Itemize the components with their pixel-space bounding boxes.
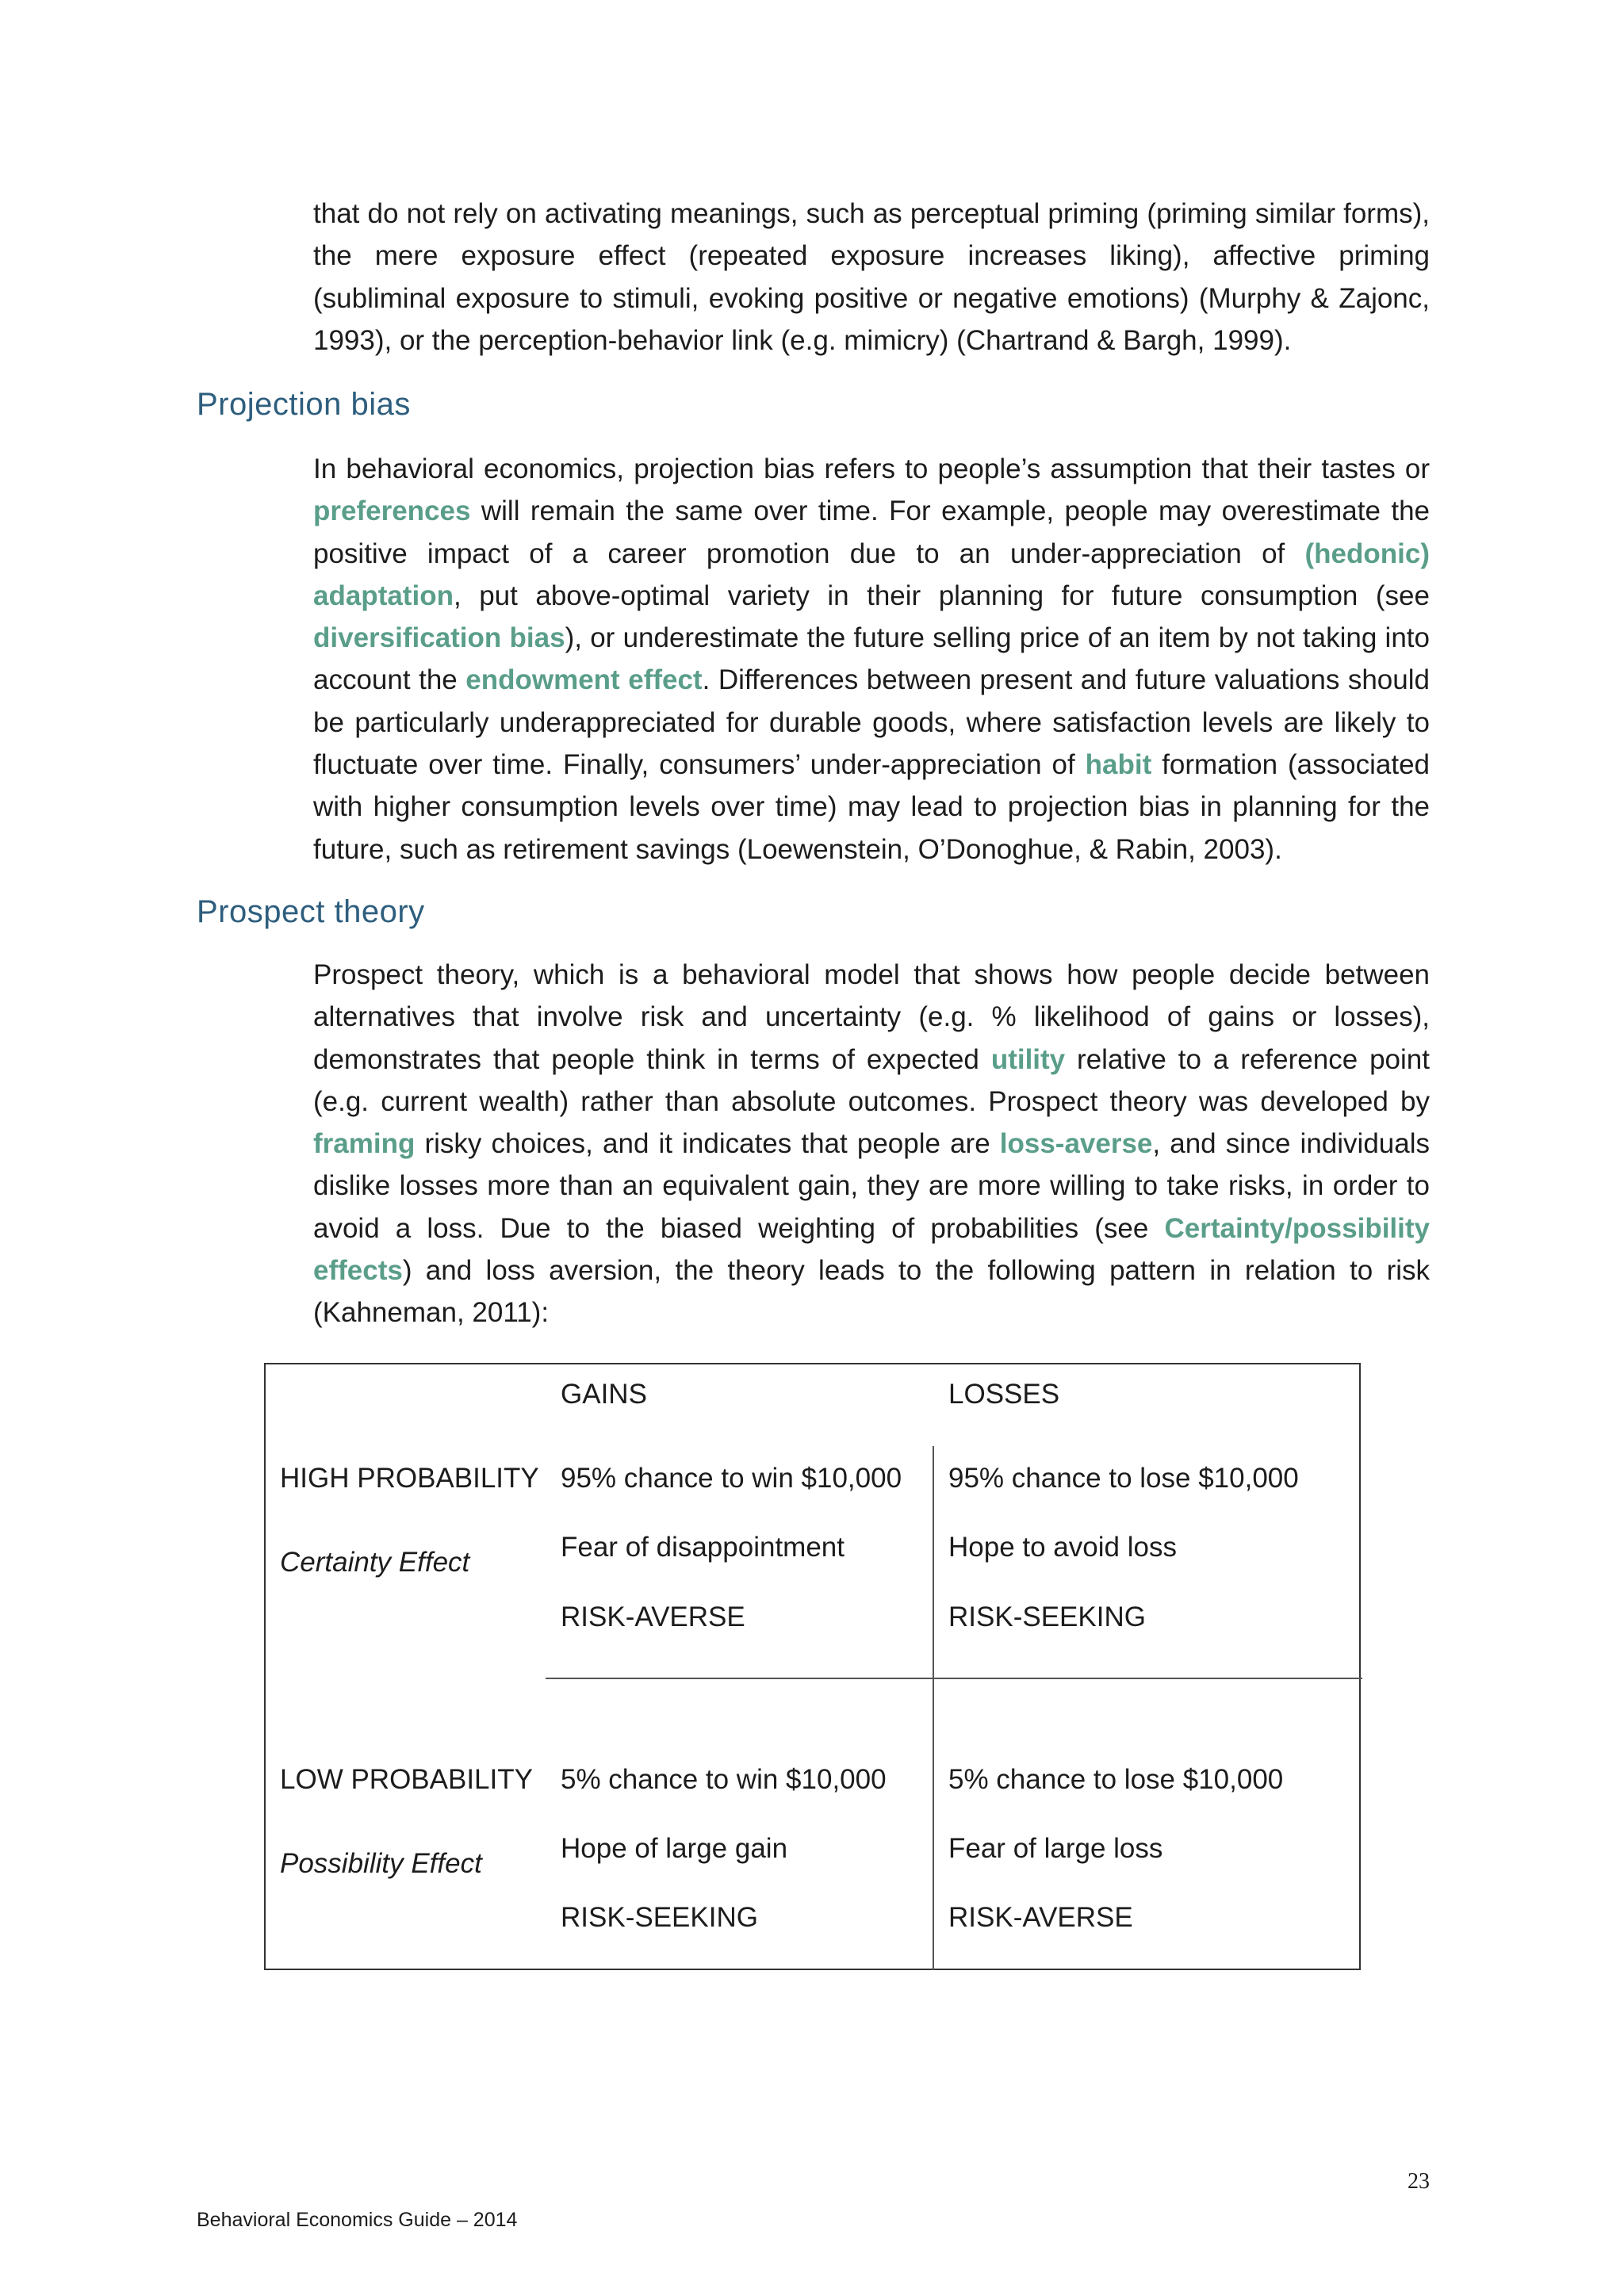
cell-low-losses-2: Fear of large loss [948,1833,1163,1864]
prospect-theory-paragraph: Prospect theory, which is a behavioral model that shows how people decide between alternatives that involve risk and uncertainty (e.g. % likelihood of gains or losses), demonstrates that people think in terms of expected utility relative to a reference point (e.g. current wealth) rather than absolute outcomes. Prospect theory was developed by framing risky choices, and it indicates that people are loss-averse, and since individuals dislike losses more than an equivalent gain, they are more willing to take risks, in order to avoid a loss. Due to the biased weighting of probabilities (see Certainty/possibility effects) and loss aversion, the theory leads to the following pattern in relation to risk (Kahneman, 2011): [313,959,1430,1329]
table-divider-horizontal [546,1678,1362,1679]
intro-paragraph: that do not rely on activating meanings, such as perceptual priming (priming similar forms), the mere exposure effect (repeated exposure increases liking), affective priming (subliminal exposure to stimuli, evoking positive or negative emotions) (Murphy & Zajonc, 1993), or the perception-behavior link (e.g. mimicry) (Chartrand & Bargh, 1999). [313,198,1430,356]
page-footer: Behavioral Economics Guide – 2014 [197,2209,518,2231]
fourfold-pattern-table [264,1363,1361,1970]
cell-low-gains-2: Hope of large gain [561,1833,788,1864]
section-heading-prospect-theory: Prospect theory [197,894,425,929]
link-diversification-bias[interactable]: diversification bias [313,622,565,654]
link-certainty-possibility-effects[interactable]: Certainty/possibility effects [313,1212,1430,1287]
row-effect-possibility: Possibility Effect [280,1848,482,1879]
link-habit[interactable]: habit [1085,749,1152,781]
link-endowment-effect[interactable]: endowment effect [465,664,703,696]
cell-low-losses-3: RISK-AVERSE [948,1902,1133,1933]
column-header-gains: GAINS [561,1379,647,1410]
cell-high-gains-2: Fear of disappointment [561,1532,845,1563]
cell-high-losses-2: Hope to avoid loss [948,1532,1177,1563]
cell-low-gains-1: 5% chance to win $10,000 [561,1764,887,1795]
link-utility[interactable]: utility [990,1043,1066,1075]
row-label-low-probability: LOW PROBABILITY [280,1764,533,1795]
link-loss-averse[interactable]: loss-averse [999,1128,1153,1160]
table-divider-vertical [933,1446,934,1970]
cell-low-gains-3: RISK-SEEKING [561,1902,758,1933]
link-hedonic-adaptation[interactable]: (hedonic) adaptation [313,538,1430,611]
cell-high-losses-3: RISK-SEEKING [948,1601,1146,1632]
page-number: 23 [1408,2169,1430,2194]
cell-high-gains-1: 95% chance to win $10,000 [561,1463,902,1494]
link-preferences[interactable]: preferences [313,496,471,527]
section-heading-projection-bias: Projection bias [197,387,411,422]
row-label-high-probability: HIGH PROBABILITY [280,1463,539,1494]
cell-low-losses-1: 5% chance to lose $10,000 [948,1764,1284,1795]
cell-high-gains-3: RISK-AVERSE [561,1601,745,1632]
column-header-losses: LOSSES [948,1379,1060,1410]
cell-high-losses-1: 95% chance to lose $10,000 [948,1463,1299,1494]
link-framing[interactable]: framing [313,1128,416,1160]
row-effect-certainty: Certainty Effect [280,1547,470,1578]
projection-bias-paragraph: In behavioral economics, projection bias refers to people’s assumption that their tastes or preferences will remain the same over time. For example, people may overestimate the positive impact of a career promotion due to an under-appreciation of (hedonic) adaptation, put above-optimal variety in their planning for future consumption (see diversification bias), or underestimate the future selling price of an item by not taking into account the endowment effect. Differences between present and future valuations should be particularly underappreciated for durable goods, where satisfaction levels are likely to fluctuate over time. Finally, consumers’ under-appreciation of habit formation (associated with higher consumption levels over time) may lead to projection bias in planning for the future, such as retirement savings (Loewenstein, O’Donoghue, & Rabin, 2003). [313,453,1431,865]
